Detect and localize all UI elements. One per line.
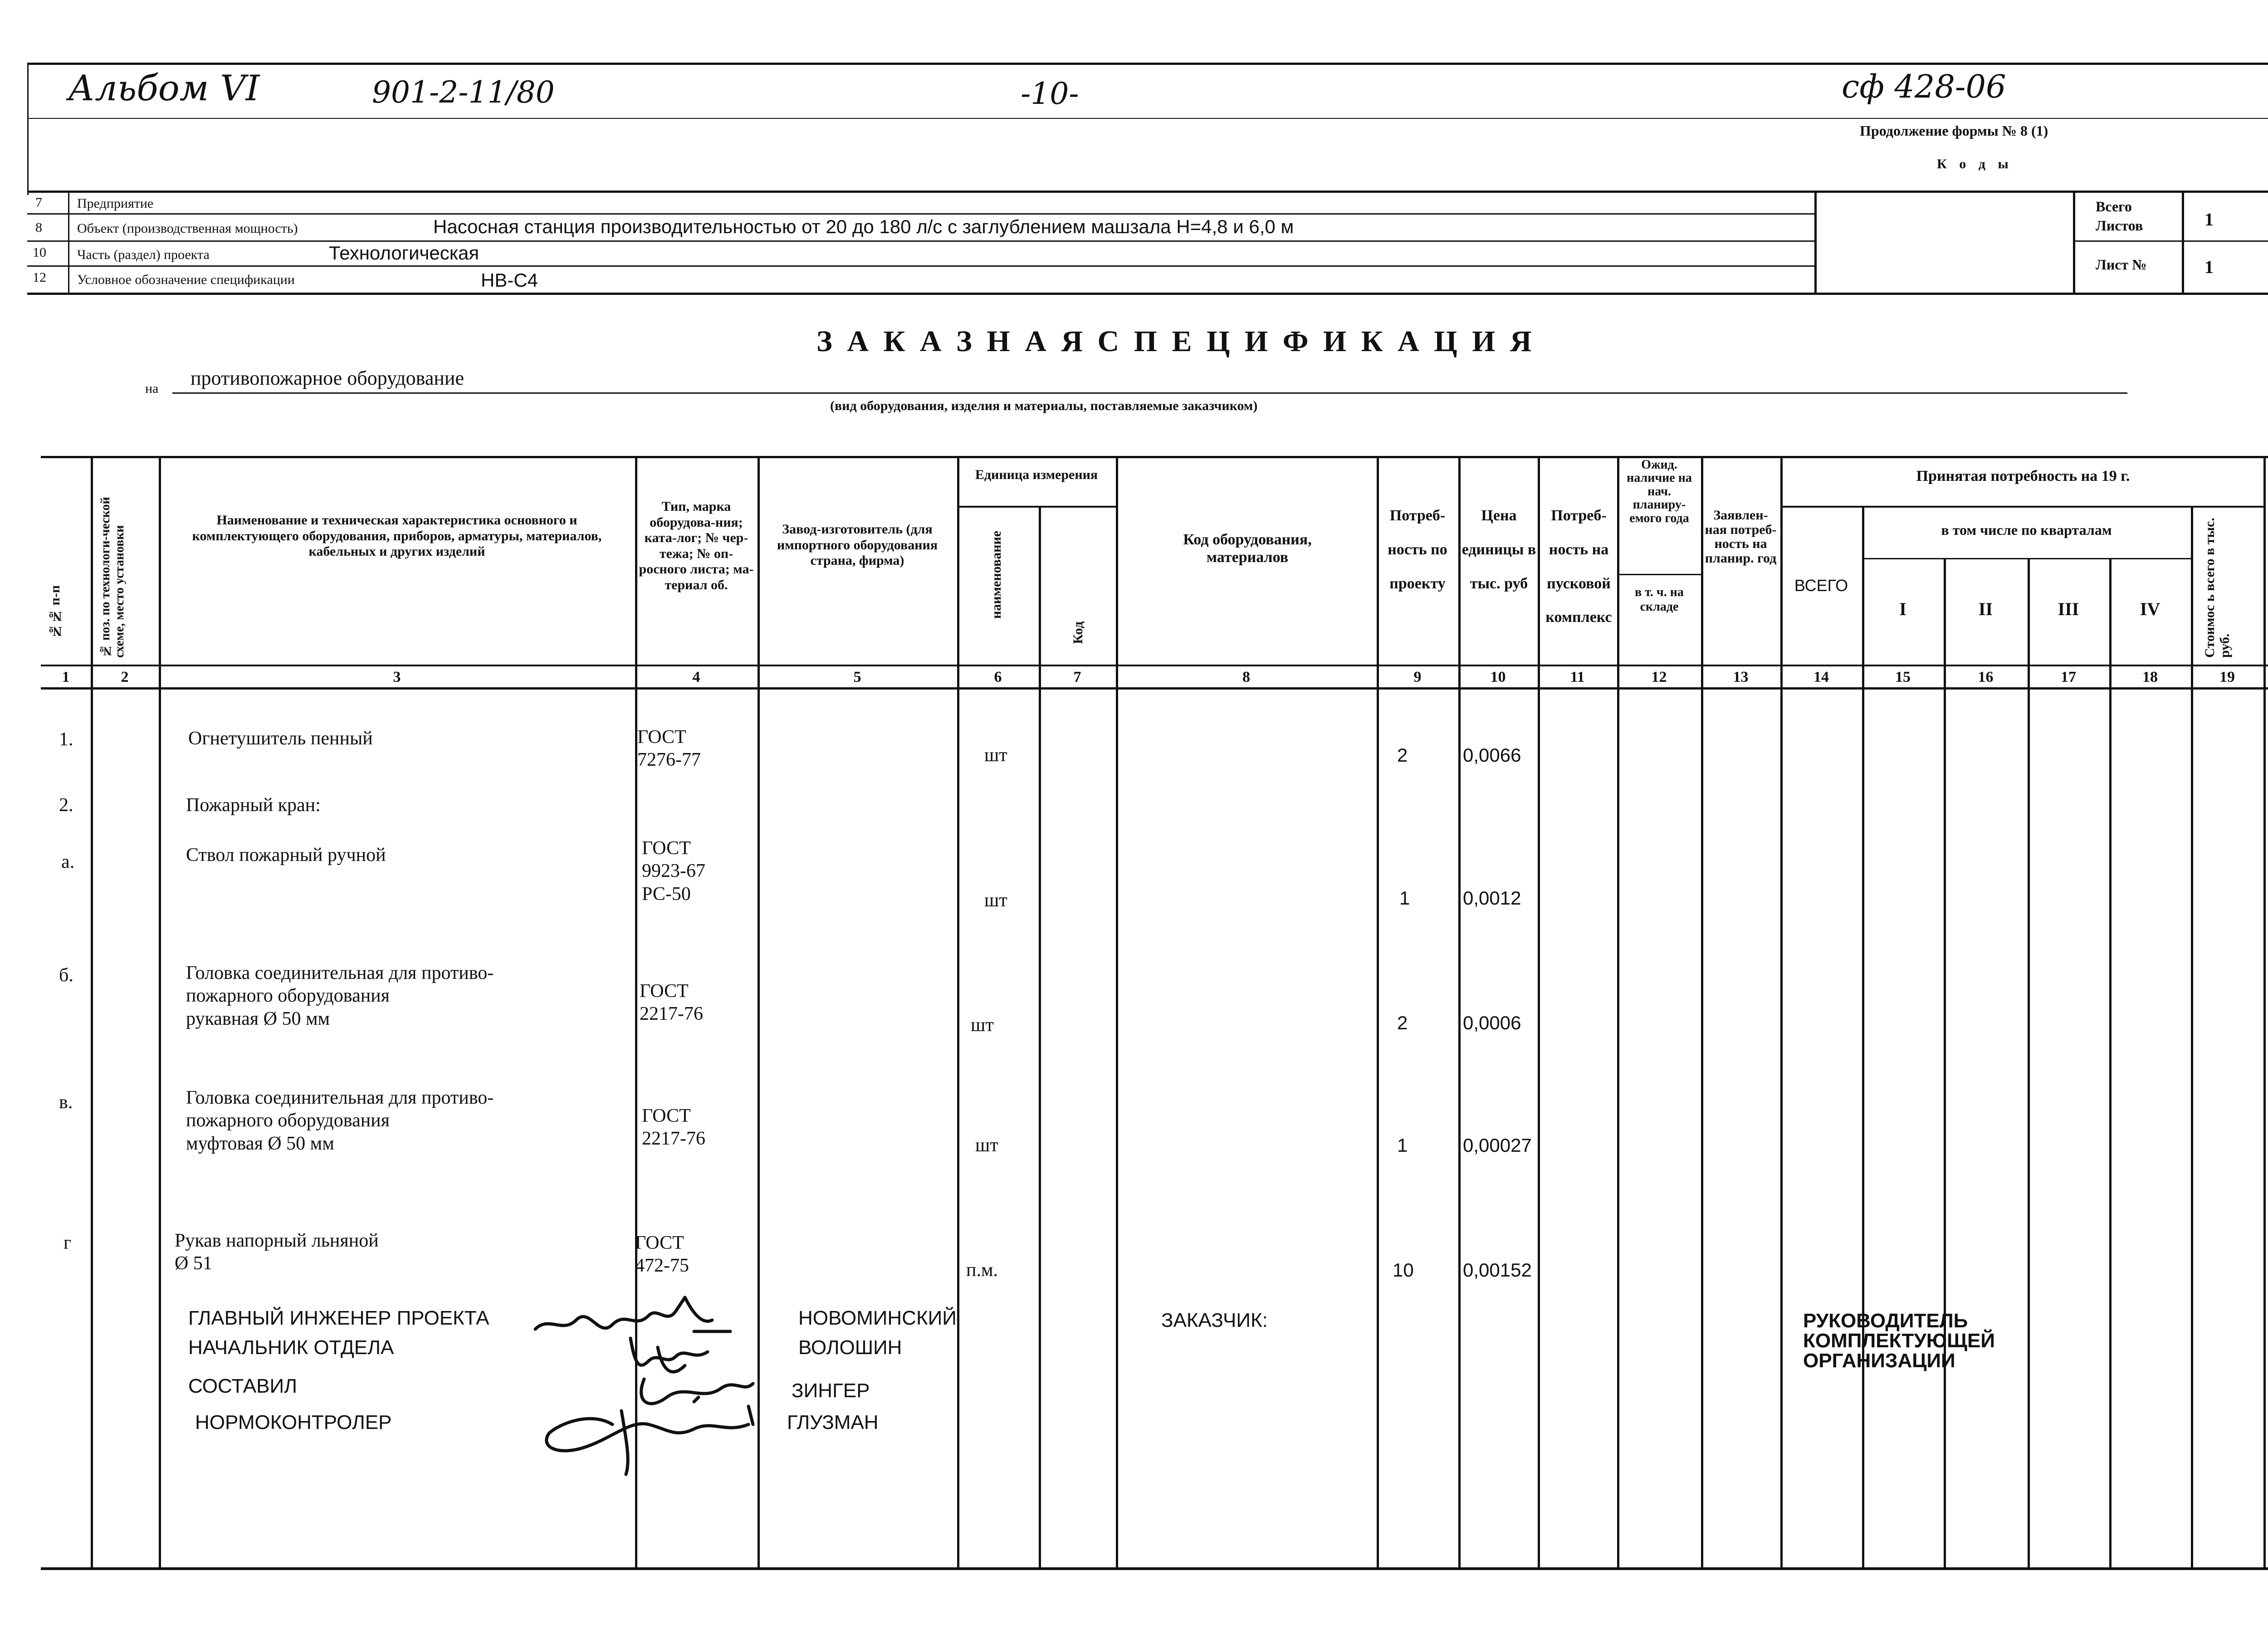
item-unit: п.м. xyxy=(966,1260,998,1281)
quarters-header: в том числе по кварталам xyxy=(1941,522,2112,538)
col-number: 1 xyxy=(62,669,70,685)
col-line-11 xyxy=(1617,456,1619,1567)
item-name: Головка соединительная для противо- пожарного оборудования рукавная Ø 50 мм xyxy=(186,963,494,1029)
spec-value: НВ-С4 xyxy=(481,269,538,291)
item-unit: шт xyxy=(984,890,1007,911)
col-number: 14 xyxy=(1813,669,1829,685)
signer-name-1: НОВОМИНСКИЙ xyxy=(798,1307,957,1329)
row-number: г xyxy=(64,1233,72,1253)
col-header-13: Заявлен-ная потреб-ность на планир. год xyxy=(1705,508,1777,566)
col-header-8: Код оборудования, материалов xyxy=(1183,531,1312,566)
sheet-value: 1 xyxy=(2204,257,2214,277)
item-unit: шт xyxy=(975,1135,998,1156)
title-prefix: на xyxy=(145,381,159,396)
col-number: 9 xyxy=(1413,669,1422,685)
col-header-12-top: Ожид. наличие на нач. планиру-емого года xyxy=(1627,458,1692,525)
col-header-6: наименование xyxy=(989,531,1004,619)
item-name: Головка соединительная для противо- пожарного оборудования муфтовая Ø 50 мм xyxy=(186,1087,494,1154)
continuation-note: Продолжение формы № 8 (1) xyxy=(1860,122,2048,139)
handwritten-signatures xyxy=(522,1288,776,1479)
total-sheets-value: 1 xyxy=(2204,209,2214,230)
col-number: 11 xyxy=(1570,669,1585,685)
item-price: 0,0066 xyxy=(1463,744,1521,766)
row-number: 1. xyxy=(59,729,73,750)
row-number: 2. xyxy=(59,795,73,816)
table-top-line xyxy=(41,456,2268,458)
col-header-15: I xyxy=(1899,599,1906,619)
table-bottom-line xyxy=(41,1567,2268,1570)
chief-engineer-label: ГЛАВНЫЙ ИНЖЕНЕР ПРОЕКТА xyxy=(188,1307,489,1329)
compiled-label: СОСТАВИЛ xyxy=(188,1375,297,1397)
col-header-11: Потреб-ность на пусковой комплекс xyxy=(1545,507,1612,626)
col-number: 4 xyxy=(692,669,700,685)
col-header-4: Тип, марка оборудова-ния; ката-лог; № чер-тежа; № оп-росного листа; ма-териал об. xyxy=(639,499,754,592)
quarters-subheader-line xyxy=(1862,558,2191,559)
col-number: 10 xyxy=(1490,669,1506,685)
row-number: в. xyxy=(59,1092,73,1113)
left-margin-line xyxy=(27,64,29,195)
project-code: 901-2-11/80 xyxy=(372,75,555,110)
row-num-8: 8 xyxy=(35,220,42,235)
col-number: 16 xyxy=(1978,669,1994,685)
info-line-3 xyxy=(27,265,1814,267)
col-line-18 xyxy=(2191,506,2193,1567)
col-line-6 xyxy=(1039,506,1041,1567)
info-line-1 xyxy=(27,213,1814,215)
item-price: 0,0006 xyxy=(1463,1012,1521,1033)
col-header-16: II xyxy=(1978,599,1993,619)
header-divider xyxy=(27,118,2268,119)
col-number: 15 xyxy=(1895,669,1911,685)
sheet-label: Лист № xyxy=(2096,256,2147,273)
codes-col-right xyxy=(2073,191,2075,295)
info-bottom-line xyxy=(27,293,2268,295)
sheets-divider xyxy=(2073,240,2268,242)
info-top-line xyxy=(27,191,2268,193)
col-number: 8 xyxy=(1242,669,1250,685)
item-price: 0,00027 xyxy=(1463,1135,1532,1156)
col-line-12 xyxy=(1701,456,1703,1567)
subject-underline xyxy=(172,392,2127,394)
info-col-divider xyxy=(68,191,69,295)
col-header-9: Потреб-ность по проекту xyxy=(1388,507,1447,592)
col-number: 3 xyxy=(393,669,401,685)
item-quantity: 1 xyxy=(1397,1135,1408,1156)
col-number: 2 xyxy=(121,669,129,685)
enterprise-label: Предприятие xyxy=(77,196,154,211)
row-number: б. xyxy=(59,965,73,986)
col-number: 7 xyxy=(1073,669,1081,685)
accepted-subheader-line xyxy=(1780,506,2263,508)
spec-label: Условное обозначение спецификации xyxy=(77,272,295,287)
item-price: 0,0012 xyxy=(1463,887,1521,909)
codes-col-left xyxy=(1814,191,1817,295)
col-number: 5 xyxy=(853,669,861,685)
col-header-12: в т. ч. на складе xyxy=(1635,585,1684,614)
top-border xyxy=(27,63,2268,65)
col-number: 6 xyxy=(994,669,1002,685)
col-line-13 xyxy=(1780,456,1783,1567)
part-value: Технологическая xyxy=(329,242,479,264)
col-header-5: Завод-изготовитель (для импортного оборудования страна, фирма) xyxy=(777,522,938,568)
item-type: ГОСТ 9923-67 РС-50 xyxy=(642,838,705,905)
document-title: З А К А З Н А Я С П Е Ц И Ф И К А Ц И Я xyxy=(816,325,1535,358)
codes-label: К о д ы xyxy=(1937,157,2013,171)
col-header-3: Наименование и техническая характеристика основного и комплектующего оборудования, приборов, арматуры, материалов, кабельных и других изделий xyxy=(192,513,602,559)
customer-label: ЗАКАЗЧИК: xyxy=(1161,1309,1268,1331)
item-name: Пожарный кран: xyxy=(186,795,321,816)
col-line-5 xyxy=(957,456,959,1567)
col-number: 18 xyxy=(2142,669,2158,685)
object-label: Объект (производственная мощность) xyxy=(77,221,298,236)
item-quantity: 2 xyxy=(1397,744,1408,766)
col-number: 12 xyxy=(1651,669,1667,685)
col-header-18: IV xyxy=(2140,599,2160,619)
col-header-17: III xyxy=(2058,599,2079,619)
head-org-label: РУКОВОДИТЕЛЬ КОМПЛЕКТУЮЩЕЙ ОРГАНИЗАЦИИ xyxy=(1803,1310,1995,1372)
row-num-10: 10 xyxy=(33,245,46,260)
spec-subject: противопожарное оборудование xyxy=(191,367,464,389)
col-header-14: ВСЕГО xyxy=(1794,576,1848,595)
col-line-7 xyxy=(1116,456,1118,1567)
accepted-header: Принятая потребность на 19 г. xyxy=(1916,468,2130,484)
col-line-19 xyxy=(2263,456,2266,1567)
item-type: ГОСТ 7276-77 xyxy=(637,727,701,771)
item-quantity: 2 xyxy=(1397,1012,1408,1033)
column-numbers-line xyxy=(41,687,2268,690)
dept-head-label: НАЧАЛЬНИК ОТДЕЛА xyxy=(188,1336,394,1359)
object-value: Насосная станция производительностью от 20 до 180 л/с с заглублением машзала Н=4,8 и 6,0 м xyxy=(433,216,1294,237)
item-unit: шт xyxy=(984,745,1007,766)
col-header-19: Стоимос ь всего в тыс. руб. xyxy=(2202,518,2232,658)
col-line-8 xyxy=(1377,456,1379,1567)
signer-name-3: ЗИНГЕР xyxy=(792,1380,870,1402)
signer-name-4: ГЛУЗМАН xyxy=(787,1411,879,1433)
document-code: сф 428-06 xyxy=(1842,68,2006,105)
subject-caption: (вид оборудования, изделия и материалы, поставляемые заказчиком) xyxy=(830,398,1258,413)
part-label: Часть (раздел) проекта xyxy=(77,247,210,262)
total-sheets-label: Всего Листов xyxy=(2096,198,2143,234)
stock-subheader-line xyxy=(1617,574,1701,575)
item-name: Рукав напорный льняной Ø 51 xyxy=(175,1230,379,1274)
row-num-7: 7 xyxy=(35,195,42,210)
col-header-unit: Единица измерения xyxy=(975,467,1098,482)
item-price: 0,00152 xyxy=(1463,1259,1532,1281)
item-quantity: 10 xyxy=(1393,1259,1414,1281)
col-number: 19 xyxy=(2219,669,2235,685)
info-line-2 xyxy=(27,240,1814,242)
signer-name-2: ВОЛОШИН xyxy=(798,1336,902,1359)
col-header-2: № поз. по технологи-ческой схеме, место установки xyxy=(98,497,127,658)
col-line-15 xyxy=(1944,558,1946,1567)
row-number: а. xyxy=(61,851,75,872)
unit-subheader-line xyxy=(957,506,1116,508)
normcontrol-label: НОРМОКОНТРОЛЕР xyxy=(195,1411,392,1433)
item-type: ГОСТ 2217-76 xyxy=(642,1106,705,1150)
item-name: Огнетушитель пенный xyxy=(188,728,373,749)
item-quantity: 1 xyxy=(1399,887,1410,909)
sheets-col-divider xyxy=(2182,191,2184,295)
item-name: Ствол пожарный ручной xyxy=(186,845,386,866)
col-line-14 xyxy=(1862,506,1864,1567)
item-type: ГОСТ 472-75 xyxy=(635,1233,689,1277)
col-header-1: №№ п-п xyxy=(48,585,63,639)
col-number: 13 xyxy=(1733,669,1749,685)
col-line-9 xyxy=(1458,456,1461,1567)
col-line-16 xyxy=(2028,558,2030,1567)
row-num-12: 12 xyxy=(33,270,46,285)
item-unit: шт xyxy=(971,1015,994,1036)
col-header-7: Код xyxy=(1070,621,1085,644)
header-bottom-line xyxy=(41,665,2268,666)
col-line-10 xyxy=(1538,456,1540,1567)
col-header-10: Цена единицы в тыс. руб xyxy=(1461,507,1536,592)
col-line-17 xyxy=(2109,558,2112,1567)
col-number: 17 xyxy=(2061,669,2076,685)
album-label: Альбом VI xyxy=(68,68,260,109)
item-type: ГОСТ 2217-76 xyxy=(640,981,703,1025)
page-number: -10- xyxy=(1021,76,1079,111)
col-line-2 xyxy=(159,456,161,1567)
col-line-1 xyxy=(91,456,93,1567)
